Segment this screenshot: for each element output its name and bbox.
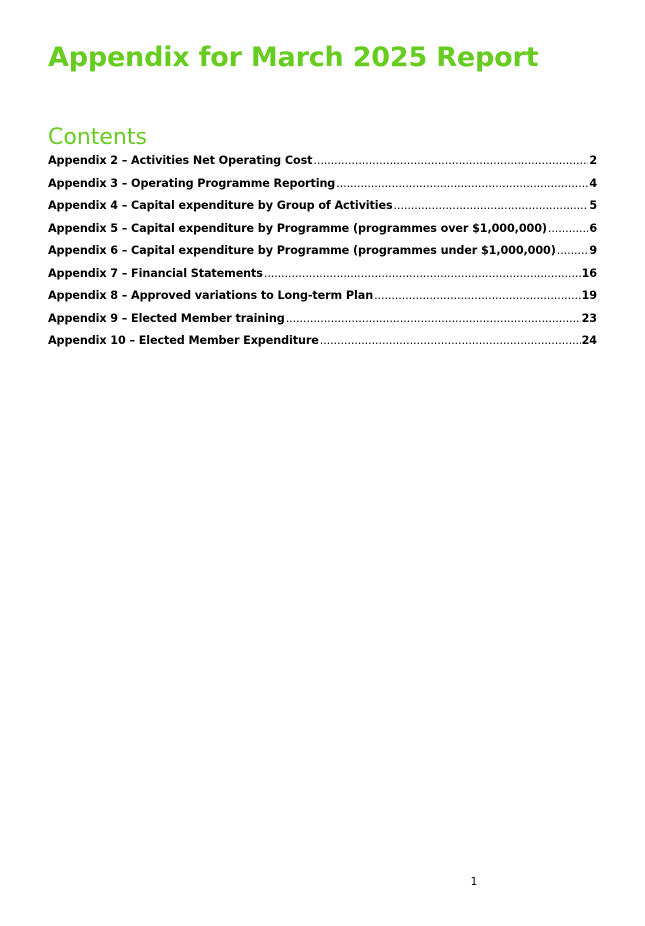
- toc-entry-page-number: 19: [581, 289, 597, 302]
- toc-entry-page-number: 9: [589, 244, 597, 257]
- toc-dot-leader: [286, 308, 581, 331]
- toc-entry-label: Appendix 10 – Elected Member Expenditure: [48, 334, 319, 347]
- toc-entry-label: Appendix 2 – Activities Net Operating Cost: [48, 154, 313, 167]
- toc-entry-label: Appendix 8 – Approved variations to Long-term Plan: [48, 289, 374, 302]
- toc-entry-appendix-8[interactable]: [48, 285, 597, 308]
- toc-entry-page-number: 2: [589, 154, 597, 167]
- page-title: Appendix for March 2025 Report: [48, 42, 539, 73]
- page-number: 1: [470, 876, 478, 888]
- toc-entry-label: Appendix 3 – Operating Programme Reporting: [48, 176, 336, 190]
- toc-dot-leader: [313, 150, 588, 173]
- toc-entry-page-number: 5: [589, 199, 597, 212]
- toc-dot-leader: [374, 285, 581, 308]
- toc-entry-page-number: 6: [589, 221, 597, 235]
- toc-entry-appendix-2[interactable]: [48, 150, 597, 173]
- toc-entry-label: Appendix 4 – Capital expenditure by Group of Activities: [48, 199, 393, 212]
- toc-entry-label: Appendix 6 – Capital expenditure by Programme (programmes under $1,000,000): [48, 244, 556, 257]
- toc-entry-page-number: 16: [581, 266, 597, 280]
- toc-entry-page-number: 24: [581, 334, 597, 347]
- toc-entry-label: Appendix 5 – Capital expenditure by Programme (programmes over $1,000,000): [48, 221, 547, 235]
- table-of-contents: [48, 150, 597, 353]
- toc-entry-appendix-9[interactable]: [48, 308, 597, 331]
- toc-entry-page-number: 4: [589, 176, 597, 190]
- toc-entry-appendix-10[interactable]: [48, 330, 597, 353]
- toc-dot-leader: [264, 263, 581, 286]
- toc-entry-appendix-7[interactable]: [48, 263, 597, 286]
- toc-dot-leader: [394, 195, 589, 218]
- toc-dot-leader: [548, 218, 588, 241]
- toc-entry-appendix-3[interactable]: [48, 173, 597, 196]
- toc-dot-leader: [336, 173, 588, 196]
- toc-entry-label: Appendix 9 – Elected Member training: [48, 311, 285, 325]
- toc-entry-page-number: 23: [581, 311, 597, 325]
- toc-dot-leader: [557, 240, 589, 263]
- contents-heading: Contents: [48, 125, 147, 150]
- toc-entry-appendix-5[interactable]: [48, 218, 597, 241]
- toc-entry-label: Appendix 7 – Financial Statements: [48, 266, 263, 280]
- toc-dot-leader: [320, 330, 581, 353]
- toc-entry-appendix-4[interactable]: [48, 195, 597, 218]
- toc-entry-appendix-6[interactable]: [48, 240, 597, 263]
